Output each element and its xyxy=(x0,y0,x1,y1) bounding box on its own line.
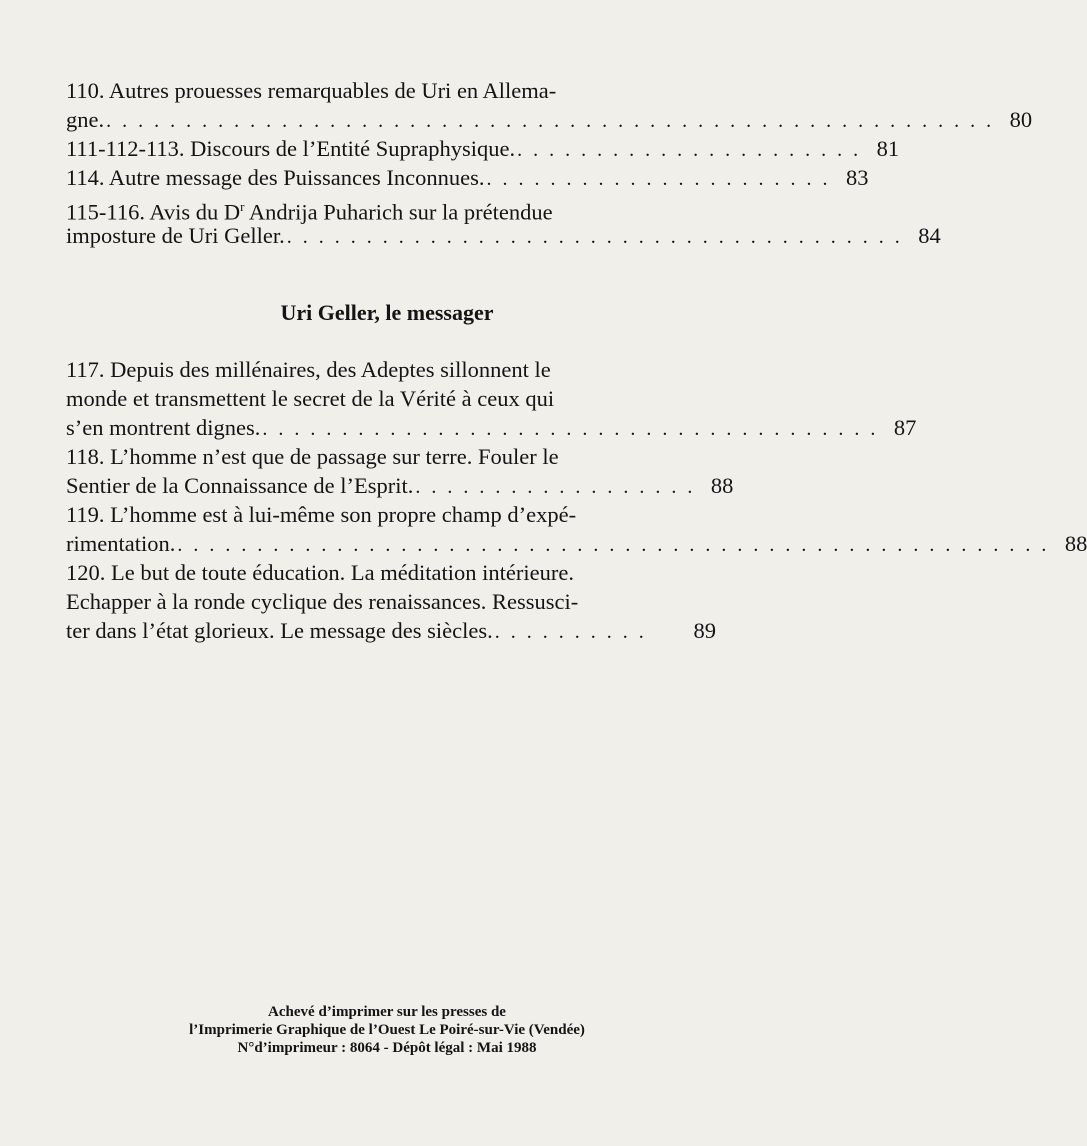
leader-dots: . . . . . . . . . . . . . . . . . . . . . . xyxy=(517,139,862,161)
toc-text: ter dans l’état glorieux. Le message des siècles. xyxy=(66,618,493,643)
toc-text: 111-112-113. Discours de l’Entité Supraphysique. xyxy=(66,136,516,161)
toc-line xyxy=(66,384,716,413)
page-number: 88 xyxy=(710,473,734,498)
toc-line xyxy=(66,442,716,471)
toc-line xyxy=(66,134,900,163)
toc-text: 118. L’homme n’est que de passage sur terre. Fouler le xyxy=(66,444,559,469)
toc-line xyxy=(66,76,716,105)
leader-dots: . . . . . . . . . . xyxy=(494,621,647,643)
toc-line xyxy=(66,471,734,500)
page-number: 84 xyxy=(918,223,941,248)
section-title: Uri Geller, le messager xyxy=(280,300,494,325)
colophon-line-1: Achevé d’imprimer sur les presses de xyxy=(268,1004,506,1020)
leader-dots: . . . . . . . . . . . . . . . . . . xyxy=(415,476,696,498)
toc-text: rimentation. xyxy=(66,531,176,556)
toc-line xyxy=(66,163,869,192)
page-number: 80 xyxy=(1009,107,1033,132)
toc-block-2 xyxy=(66,355,1087,645)
toc-line xyxy=(66,105,1033,134)
toc-line xyxy=(66,529,1087,558)
toc-block-1 xyxy=(66,76,1033,250)
superscript: r xyxy=(240,199,245,214)
toc-text: Echapper à la ronde cyclique des renaissances. Ressusci- xyxy=(66,589,579,614)
toc-text: 114. Autre message des Puissances Inconnues. xyxy=(66,165,485,190)
toc-text: imposture de Uri Geller. xyxy=(66,223,285,248)
toc-line xyxy=(66,192,716,225)
page-number: 89 xyxy=(693,618,716,643)
toc-line xyxy=(66,558,716,587)
toc-text: s’en montrent dignes. xyxy=(66,415,261,440)
toc-line xyxy=(66,500,716,529)
toc-line xyxy=(66,413,917,442)
leader-dots: . . . . . . . . . . . . . . . . . . . . . . . . . . . . . . . . . . . . . . . xyxy=(262,418,879,440)
leader-dots: . . . . . . . . . . . . . . . . . . . . . . xyxy=(486,168,831,190)
toc-line xyxy=(66,616,716,645)
toc-text: Sentier de la Connaissance de l’Esprit. xyxy=(66,473,414,498)
toc-line xyxy=(66,355,716,384)
leader-dots: . . . . . . . . . . . . . . . . . . . . . . . . . . . . . . . . . . . . . . . . . . . . . . . . . . . . . . . xyxy=(177,534,1050,556)
page-number: 88 xyxy=(1064,531,1087,556)
colophon-line-2: l’Imprimerie Graphique de l’Ouest Le Poiré-sur-Vie (Vendée) xyxy=(189,1022,585,1038)
leader-dots: . . . . . . . . . . . . . . . . . . . . . . . . . . . . . . . . . . . . . . . . . . . . . . . . . . . . . . . . xyxy=(106,110,995,132)
colophon-line-3: N°d’imprimeur : 8064 - Dépôt légal : Mai 1988 xyxy=(237,1040,537,1056)
toc-text: 120. Le but de toute éducation. La méditation intérieure. xyxy=(66,560,574,585)
toc-text: 117. Depuis des millénaires, des Adeptes sillonnent le xyxy=(66,357,551,382)
page-number: 83 xyxy=(845,165,869,190)
toc-line xyxy=(66,221,941,250)
leader-dots: . . . . . . . . . . . . . . . . . . . . . . . . . . . . . . . . . . . . . . . xyxy=(286,226,903,248)
toc-text: monde et transmettent le secret de la Vérité à ceux qui xyxy=(66,386,555,411)
page-number: 81 xyxy=(876,136,900,161)
toc-text: gne. xyxy=(66,107,105,132)
toc-text: 115-116. Avis du $D^r$ Andrija Puharich sur la prétendue xyxy=(66,199,553,225)
toc-line xyxy=(66,587,716,616)
page-number: 87 xyxy=(893,415,917,440)
colophon xyxy=(0,1003,774,1057)
toc-text: 110. Autres prouesses remarquables de Uri en Allema- xyxy=(66,78,557,103)
toc-text: 119. L’homme est à lui-même son propre champ d’expé- xyxy=(66,502,577,527)
